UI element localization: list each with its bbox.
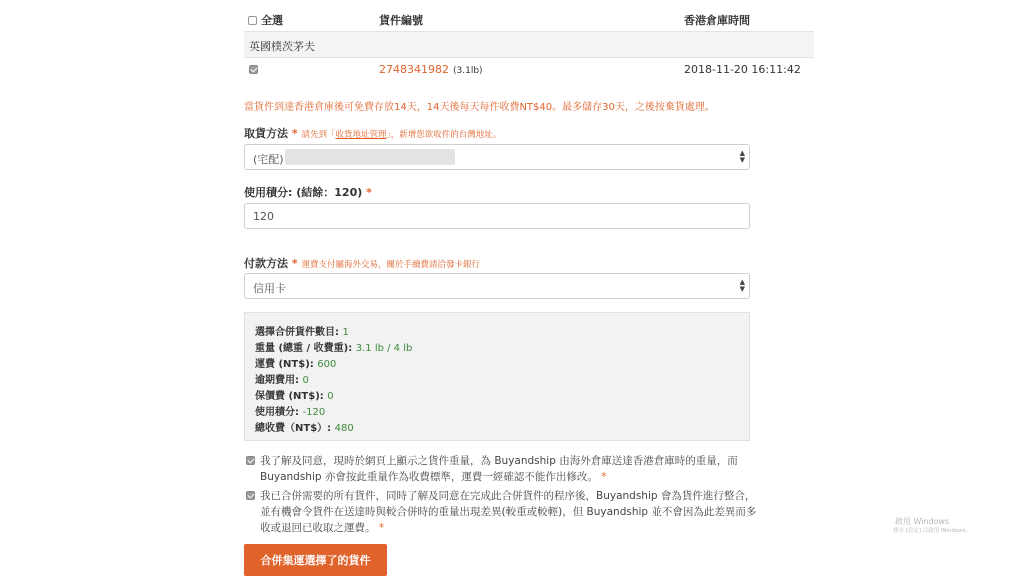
- address-management-link[interactable]: 收貨地址管理: [335, 130, 387, 140]
- summary-weight-label: 重量 (總重 / 收費重):: [255, 343, 353, 354]
- arrival-time: 2018-11-20 16:11:42: [684, 63, 801, 76]
- summary-count: [255, 323, 349, 338]
- summary-insurance-label: 保價費 (NT$):: [255, 391, 324, 402]
- payment-method-label: 付款方法: [244, 257, 288, 270]
- summary-overdue: [255, 371, 309, 386]
- table-row: [244, 57, 814, 83]
- agreement-weight-label: 我了解及同意，現時於網頁上顯示之貨件重量，為 Buyandship 由海外倉庫送達香港倉庫時的重量，而 Buyandship 亦會按此重量作為收費標準，運費一經確認不能作出修改。: [260, 455, 738, 483]
- summary-points-value: -120: [302, 407, 326, 418]
- windows-activation-watermark: 啟用 Windows: [895, 517, 950, 526]
- summary-count-label: 選擇合併貨件數目:: [255, 327, 339, 338]
- pickup-hint-suffix: 」，新增您欲收件的台灣地址。: [386, 130, 502, 140]
- summary-total-label: 總收費（NT$）:: [255, 423, 332, 434]
- agreement-weight-checkbox[interactable]: [246, 456, 255, 465]
- table-header: [244, 0, 814, 31]
- pickup-method-label-row: [244, 125, 501, 141]
- summary-insurance: [255, 387, 334, 402]
- required-marker: *: [291, 127, 298, 140]
- summary-weight-value: 3.1 lb / 4 lb: [355, 343, 413, 354]
- tracking-number-link[interactable]: [379, 63, 483, 76]
- select-all[interactable]: [248, 12, 283, 28]
- summary-total-value: 480: [334, 423, 354, 434]
- select-arrows-icon: ▲ ▼: [739, 149, 745, 164]
- pickup-hint: [301, 130, 501, 140]
- item-checkbox[interactable]: [249, 65, 258, 74]
- item-weight: (3.1lb): [453, 66, 483, 76]
- summary-shipping-value: 600: [317, 359, 337, 370]
- windows-activation-hint: 移至 [設定] 以啟用 Windows。: [893, 528, 972, 534]
- agreement-weight: [244, 453, 764, 487]
- payment-method-select[interactable]: [244, 273, 750, 299]
- tracking-number[interactable]: 2748341982: [379, 63, 449, 76]
- required-marker: *: [378, 522, 385, 534]
- column-time-header: 香港倉庫時間: [684, 14, 750, 27]
- agreement-consolidation-label: 我已合併需要的所有貨件，同時了解及同意在完成此合併貨件的程序後，Buyandship 會為貨件進行整合，並有機會令貨件在送達時與較合併時的重量出現差異(較重或較輕)，但 Buyandship 並不會因為此差異而多收或退回已收取之運費。: [260, 490, 757, 534]
- summary-shipping-label: 運費 (NT$):: [255, 359, 314, 370]
- summary-count-value: 1: [342, 327, 349, 338]
- select-all-label: 全選: [261, 14, 283, 27]
- required-marker: *: [291, 257, 298, 270]
- order-summary: [244, 312, 750, 441]
- points-input-value: 120: [253, 210, 274, 223]
- summary-shipping: [255, 355, 336, 370]
- summary-points: [255, 403, 325, 418]
- payment-hint: 運費支付屬海外交易，關於手續費請洽發卡銀行: [301, 260, 480, 270]
- summary-points-label: 使用積分:: [255, 407, 299, 418]
- pickup-method-select[interactable]: [244, 144, 750, 170]
- redacted-address: [285, 149, 455, 165]
- warehouse-group-name: 英國樸茨茅夫: [249, 40, 315, 53]
- summary-weight: [255, 339, 412, 354]
- warehouse-group-row: [244, 31, 814, 58]
- select-all-checkbox[interactable]: [248, 16, 257, 25]
- required-marker: *: [601, 471, 607, 483]
- column-tracking-header: 貨件編號: [379, 14, 423, 27]
- agreement-weight-text: [260, 453, 760, 485]
- select-arrows-icon: ▲ ▼: [739, 278, 745, 293]
- agreement-consolidation-checkbox[interactable]: [246, 491, 255, 500]
- payment-method-value: 信用卡: [253, 282, 286, 295]
- pickup-hint-prefix: 請先到「: [301, 130, 336, 140]
- pickup-method-label: 取貨方法: [244, 127, 288, 140]
- agreement-consolidation: [244, 488, 764, 538]
- summary-total: [255, 419, 354, 434]
- points-label: 使用積分: (結餘：120): [244, 186, 363, 199]
- summary-overdue-label: 逾期費用:: [255, 375, 299, 386]
- payment-label-row: [244, 255, 480, 271]
- summary-overdue-value: 0: [302, 375, 309, 386]
- pickup-method-value: (宅配): [253, 153, 284, 166]
- points-input[interactable]: [244, 203, 750, 229]
- agreement-consolidation-text: [260, 488, 760, 536]
- consolidate-submit-button[interactable]: 合併集運選擇了的貨件: [244, 544, 387, 576]
- summary-insurance-value: 0: [327, 391, 334, 402]
- storage-notice: 當貨件到達香港倉庫後可免費存放14天，14天後每天每件收費NT$40。最多儲存30天，之後按棄貨處理。: [244, 102, 715, 113]
- points-label-row: [244, 184, 372, 200]
- required-marker: *: [366, 186, 372, 199]
